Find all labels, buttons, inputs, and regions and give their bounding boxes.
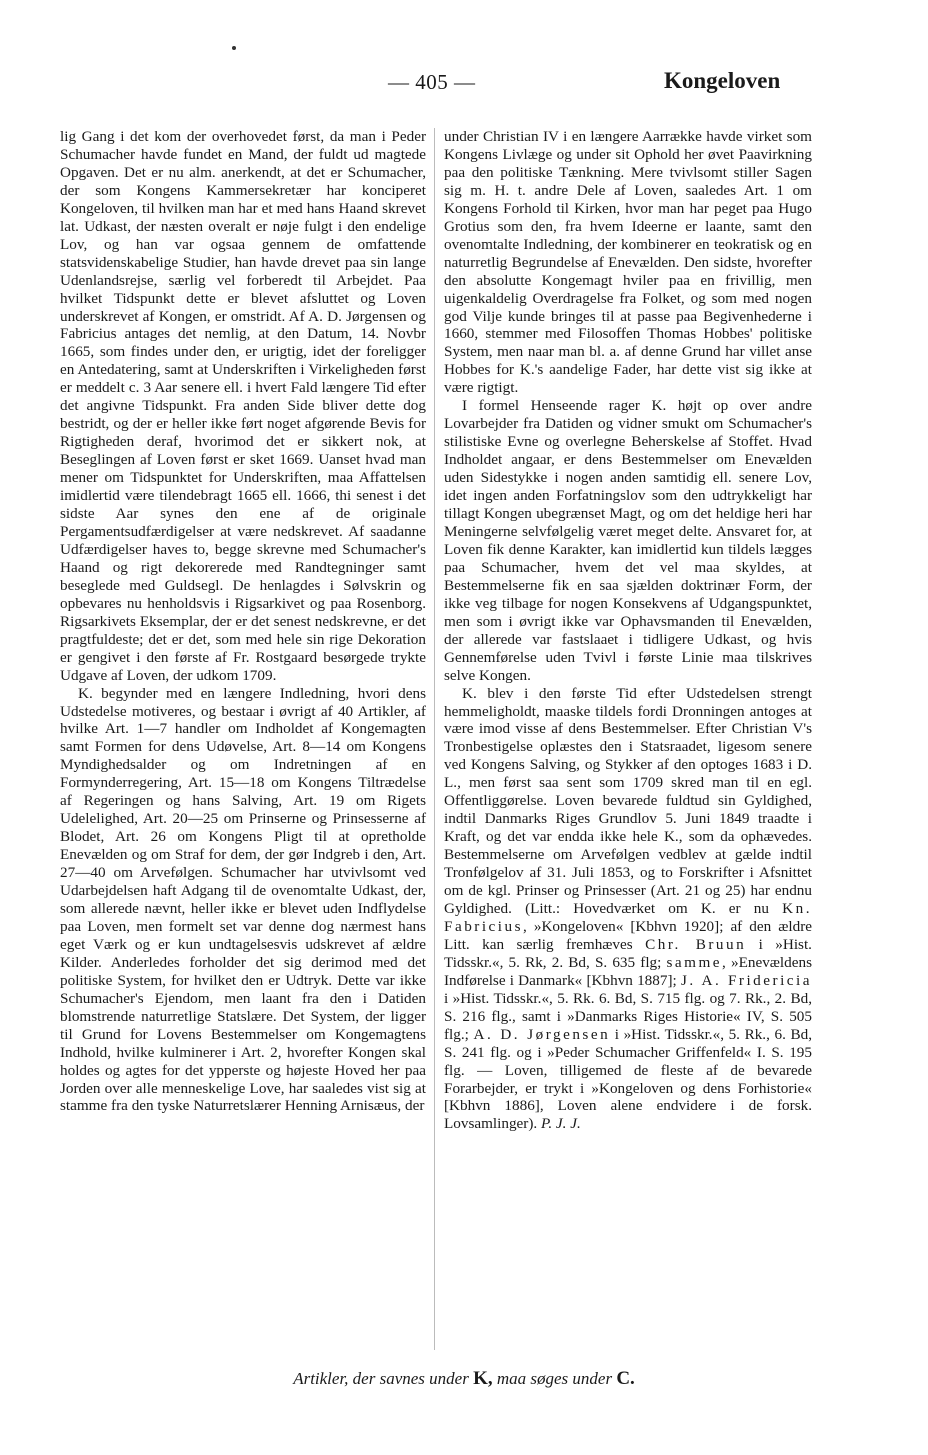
lit-author-samme: samme [666,953,723,971]
column-divider [434,128,435,1350]
footer-letter-c: C. [616,1368,635,1389]
footer-text-a: Artikler, der savnes under [293,1369,469,1388]
page-number: — 405 — [388,70,476,94]
left-paragraph-1: lig Gang i det kom der overhovedet først, da man i Peder Schumacher havde fundet en Mand, der fuldt ud magtede Opgaven. Det er nu alm. anerkendt, at det er Schumacher, der som Kongens Kammersekretær har konciperet Kongeloven, til hvilken man har et med hans Haand skrevet lat. Udkast, der næsten overalt er nøje fulgt i den endelige Lov, og han var ogsaa gennem de omfattende statsvidenskabelige Studier, han havde drevet paa sin lange Udenlandsrejse, særlig vel forberedt til Arbejdet. Paa hvilket Tidspunkt dette er blevet afsluttet og Loven underskrevet af Kongen, er omstridt. Af A. D. Jørgensen og Fabricius antages det nemlig, at den Datum, 14. Novbr 1665, som findes under den, er urigtig, idet der foreligger en Antedatering, samt at Underskriften i Virkeligheden først er meddelt c. 3 Aar senere ell. i hvert Fald længere Tid efter det angivne Tidspunkt. Fra anden Side bliver dette dog bestridt, og der er heller ikke ført noget afgørende Bevis for Rigtigheden deraf, hvorimod det er sikkert nok, at Beseglingen af Loven først er sket 1669. Uanset hvad man mener om Tidspunktet for Underskriften, maa Affattelsen imidlertid være tilendebragt 1665 ell. 1666, thi senest i det sidste Aar synes den ene af de originale Pergamentsudfærdigelser at være nedskrevet. Af saadanne Udfærdigelser haves to, begge skrevne med Schumacher's Haand og rigt dekorerede med Randtegninger samt beseglede med Guldsegl. De henlagdes i Sølvskrin og opbevares nu henholdsvis i Rigsarkivet og paa Rosenborg. Rigsarkivets Eksemplar, der er det senest nedskrevne, er det pragtfuldeste; det er det, som med hele sin rige Dekoration er gengivet i den første af Fr. Rostgaard besørgede trykte Udgave af Loven, der udkom 1709. [60,128,426,684]
lit-text-e: i »Hist. Tidsskr.«, 5. Rk., 6. Bd, S. 241 flg. og i »Peder Schumacher Griffenfeld« I. S. 195 flg. — Loven, tilligemed de fleste af de bevarede Forarbejder, er trykt i »Kongeloven og dens Forhistorie« [Kbhvn 1886], Loven alene endvidere i de forsk. Lovsamlinger). [444,1025,812,1133]
lit-author-bruun: Chr. Bruun [645,935,747,953]
right-paragraph-1: under Christian IV i en længere Aarrække havde virket som Kongens Livlæge og under sit Ophold her øvet Paavirkning paa den politiske Tænkning. Mere tvivlsomt stiller Sagen sig m. H. t. andre Dele af Loven, saaledes Art. 1 om Kongens Forhold til Kirken, hvor man har peget paa Hugo Grotius som den, fra hvem Ideerne er laante, samt den ovenomtalte Indledning, der kombinerer en teokratisk og en naturretlig Begrundelse af Enevælden. Den sidste, hvorefter den absolutte Kongemagt hviler paa en frivillig, men uigenkaldelig Overdragelse fra Folket, og som med nogen god Vilje kunde bringes til at passe paa Begivenhederne i 1660, stemmer med Filosoffen Thomas Hobbes' politiske System, men naar man bl. a. af denne Grund har villet anse Hobbes for K.'s aandelige Fader, har dette vist sig ikke at være rigtigt. [444,128,812,397]
lit-text-a: , »Kongeloven« [Kbhvn 1920]; af den ældre Litt. kan særlig fremhæves [444,917,812,953]
running-title: Kongeloven [664,68,781,93]
right-paragraph-3 [444,685,812,1134]
right-paragraph-2: I formel Henseende rager K. højt op over andre Lovarbejder fra Datiden og vidner smukt om Schumacher's stilistiske Evne og overlegne Beherskelse af Stoffet. Hvad Indholdet angaar, er dens Bestemmelser om Enevælden uden Sidestykke i nogen anden samtidig ell. senere Lov, idet ingen anden Forfatningslov som den udtrykkeligt har tillagt Kongen ubegrænset Magt, og om det heldige heri har Meningerne selvfølgelig været meget delte. Ansvaret for, at Loven fik denne Karakter, kan imidlertid kun tildels lægges paa Schumacher, hvem det vel maa skyldes, at Bestemmelserne fik en saa sjælden doktrinær Form, der ikke veg tilbage for nogen Konsekvens af Udgangspunktet, men som i øvrigt ikke var Ophavsmanden til Enevælden, der allerede var fastslaaet i tidligere Udkast, og hvis Gennemførelse uden Tvivl i første Linie maa tilskrives selve Kongen. [444,397,812,684]
right-paragraph-3-body: K. blev i den første Tid efter Udstedelsen strengt hemmeligholdt, maaske tildels fordi Dronningen antoges at være imod visse af dens Bestemmelser. Efter Christian V's Tronbestigelse oplæstes den i Statsraadet, ligesom senere ved Kongens Salving, og Stykker af den optoges 1683 i D. L., men først saa sent som 1709 skred man til en egl. Offentliggørelse. Loven bevarede fuldtud sin Gyldighed, indtil Danmarks Riges Grundlov 5. Juni 1849 traadte i Kraft, og det var endda ikke hele K., som da ophævedes. Bestemmelserne om Arvefølgen vedblev at gælde indtil Tronfølgelov af 31. Juli 1853, og to Forskrifter i Afsnittet om de kgl. Prinser og Prinsesser (Art. 21 og 25) har endnu Gyldighed. (Litt.: Hovedværket om K. er nu [444,684,812,917]
lit-text-d: i »Hist. Tidsskr.«, 5. Rk. 6. Bd, S. 715 flg. og 7. Rk., 2. Bd, S. 216 flg., samt i »Danmarks Riges Historie« IV, S. 505 flg.; [444,989,812,1043]
footer-note [0,1368,928,1390]
printing-speck [232,46,236,50]
right-column [444,128,812,1133]
lit-text-c: , »Enevældens Indførelse i Danmark« [Kbhvn 1887]; [444,953,812,989]
lit-author-fridericia: J. A. Fridericia [680,971,813,989]
left-column [60,128,426,1115]
lit-text-b: i »Hist. Tidsskr.«, 5. Rk, 2. Bd, S. 635 flg; [444,935,812,971]
left-paragraph-2: K. begynder med en længere Indledning, hvori dens Udstedelse motiveres, og bestaar i øvrigt af 40 Artikler, af hvilke Art. 1—7 handler om Indholdet af Kongemagten samt Formen for dens Udøvelse, Art. 8—14 om Kongens Myndighedsalder og om Indretningen af en Formynderregering, Art. 15—18 om Kongens Tiltrædelse af Regeringen og hans Salving, Art. 19 om Rigets Udelelighed, Art. 20—25 om Prinserne og Prinsesserne af Blodet, Art. 26 om Kongens Pligt til at opretholde Enevælden og om Straf for dem, der gør Indgreb i den, Art. 27—40 om Arvefølgen. Schumacher har utvivlsomt ved Udarbejdelsen haft Adgang til de ovenomtalte Udkast, der, som allerede nævnt, heller ikke er blevet uden Indflydelse paa Loven, men formelt set var denne dog nærmest hans eget Værk og er kun undtagelsesvis udskrevet af ældre Kilder. Anderledes forholder det sig derimod med det politiske System, for hvilket den er Udtryk. Dette var ikke Schumacher's Ejendom, men laant fra den i Datiden blomstrende naturretlige Statslære. Det System, der ligger til Grund for Lovens Bestemmelser om Kongemagtens Indhold, hvilke kulminerer i Art. 2, hvorefter Kongen skal holdes og agtes for det ypperste og højeste Hoved her paa Jorden over alle menneskelige Love, har saaledes vist sig at stamme fra den tyske Naturretslærer Henning Arnisæus, der [60,684,426,1115]
footer-text-b: maa søges under [496,1369,613,1388]
lit-author-fabricius: Kn. Fabricius [444,899,812,935]
lit-author-jorgensen: A. D. Jørgensen [473,1025,611,1043]
footer-letter-k: K, [473,1368,493,1389]
author-signature: P. J. J. [541,1115,581,1133]
